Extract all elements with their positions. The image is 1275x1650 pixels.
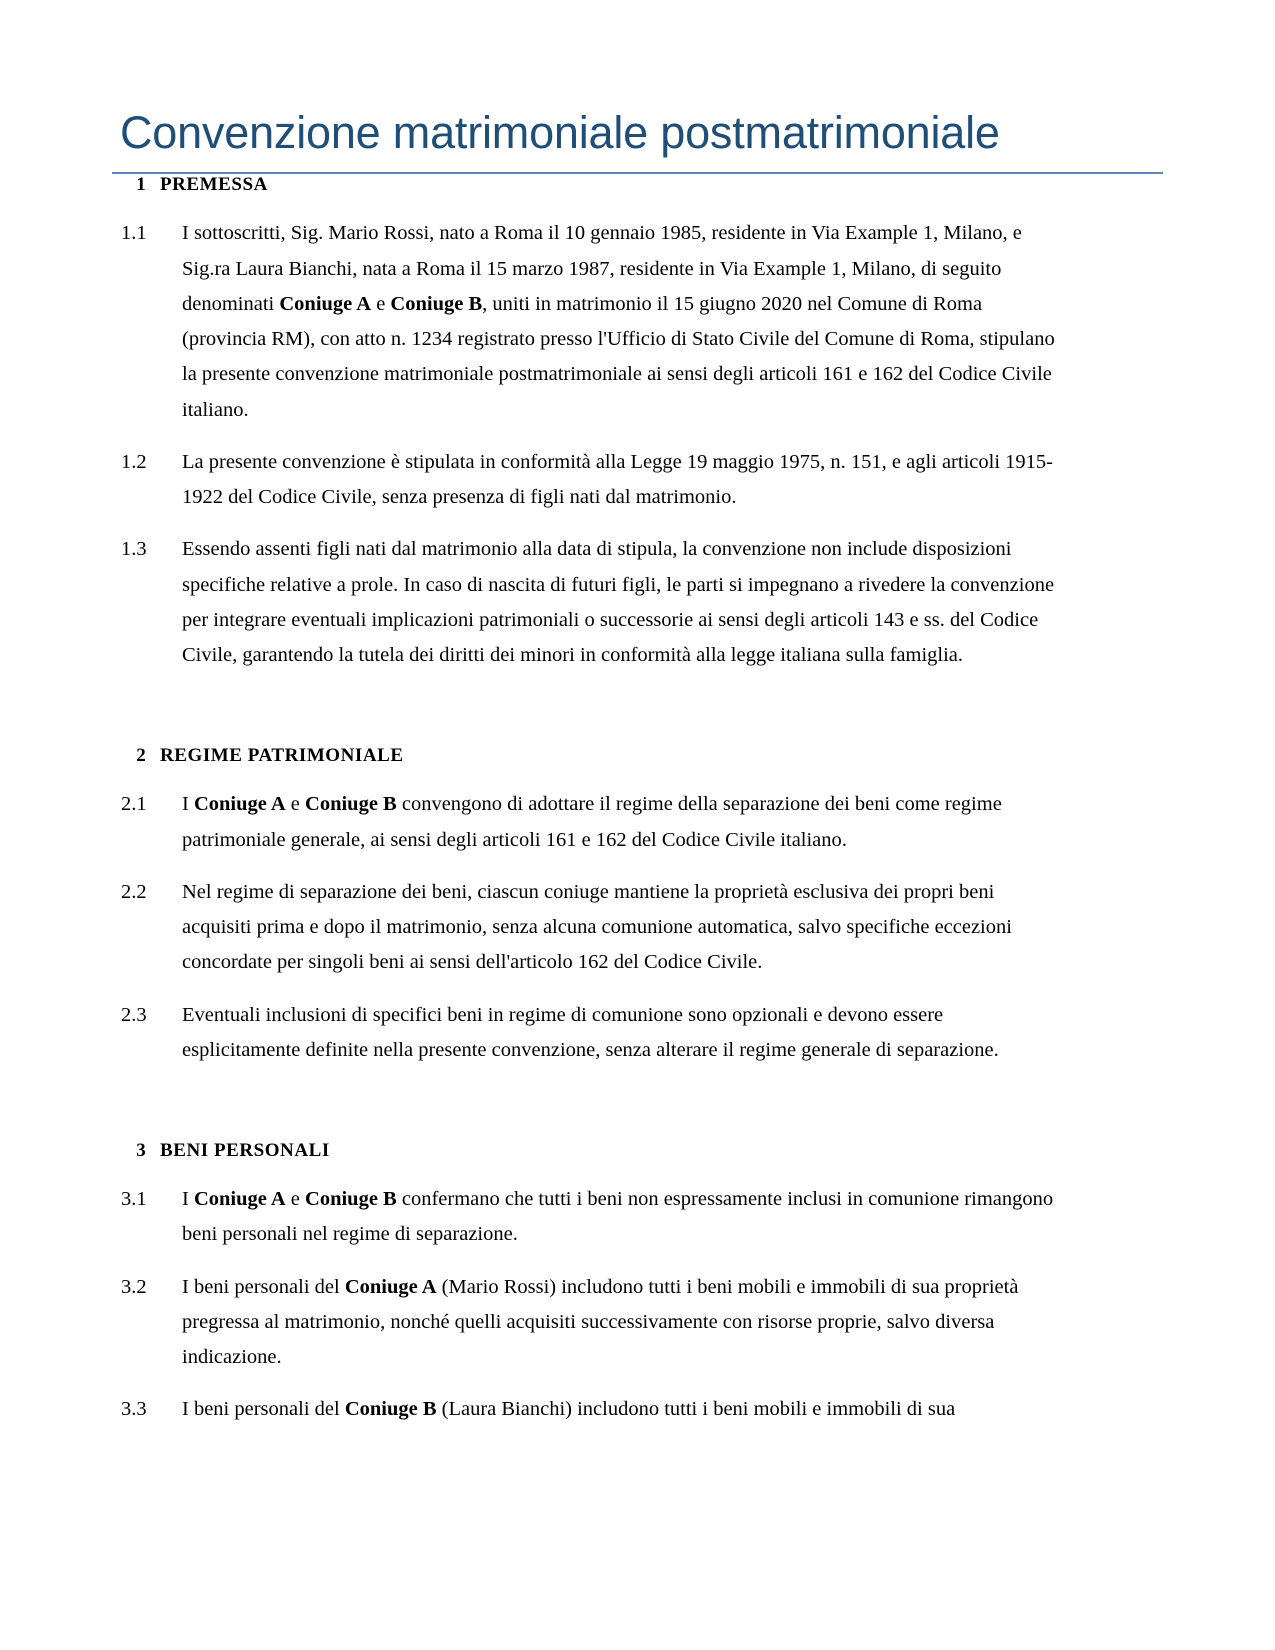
clause-text-run: Nel regime di separazione dei beni, ciascun coniuge mantiene la proprietà esclusiva dei propri beni acquisiti prima e dopo il matrimonio, senza alcuna comunione automatica, salvo specifiche eccezioni concordate per singoli beni ai sensi dell'articolo 162 del Codice Civile. [182,880,1012,974]
page-title: Convenzione matrimoniale postmatrimoniale [120,107,1000,158]
clause-text-run: I [182,793,194,816]
clause-text-run: e [285,793,306,816]
clause-text-emphasis: Coniuge B [305,793,397,816]
clause-text-run: confermano che tutti i beni non espressamente inclusi in comunione rimangono beni personali nel regime di separazione. [182,1188,1054,1246]
section-heading-label: PREMESSA [160,174,268,196]
section-number: 2 [136,745,146,767]
clause-text-emphasis: Coniuge B [305,1188,397,1211]
clause-spacer [112,981,1163,998]
clause [112,787,1163,858]
clause-text [182,1182,1062,1253]
clause-text-run: convengono di adottare il regime della separazione dei beni come regime patrimoniale generale, ai sensi degli articoli 161 e 162 del Codice Civile italiano. [182,793,1002,851]
clause-text [182,1270,1062,1376]
clause-number: 2.1 [121,793,147,816]
clause-text-emphasis: Coniuge B [390,292,483,315]
heading-spacer [112,767,1163,787]
clause-text [182,787,1062,858]
clause-text [182,1392,1062,1427]
clause-spacer [112,515,1163,532]
section-heading [112,745,1163,767]
clause-text-run: , uniti in matrimonio il 15 giugno 2020 nel Comune di Roma (provincia RM), con atto n. 1234 registrato presso l'Ufficio di Stato Civile del Comune di Roma, stipulano la presente convenzione matrimoniale postmatrimoniale ai sensi degli articoli 161 e 162 del Codice Civile italiano. [182,292,1055,421]
clause-text-emphasis: Coniuge A [344,1275,437,1298]
clause-text [182,998,1062,1069]
clause [112,532,1163,673]
clause-text-run: e [371,292,391,315]
clause-text-run: La presente convenzione è stipulata in conformità alla Legge 19 maggio 1975, n. 151, e agli articoli 1915-1922 del Codice Civile, senza presenza di figli nati dal matrimonio. [182,450,1053,509]
clause-number: 3.2 [121,1275,147,1298]
clause-text [182,875,1062,981]
section-heading [112,174,1163,196]
clause-number: 3.1 [121,1188,147,1211]
title-block [0,0,1275,174]
section-heading [112,1140,1163,1162]
section-spacer [112,1068,1163,1140]
section-number: 1 [136,174,146,196]
clause-spacer [112,1375,1163,1392]
clause-text-emphasis: Coniuge A [193,1188,286,1211]
clause-text-emphasis: Coniuge B [344,1398,437,1421]
clause-text-run: Eventuali inclusioni di specifici beni in regime di comunione sono opzionali e devono essere esplicitamente definite nella presente convenzione, senza alterare il regime generale di separazione. [182,1003,999,1061]
clause-spacer [112,1253,1163,1270]
clause [112,1270,1163,1376]
clause-spacer [112,428,1163,445]
section-number: 3 [136,1140,146,1162]
clause-text [182,445,1062,516]
clause-text-run: e [285,1188,306,1211]
clause-text-run: (Laura Bianchi) includono tutti i beni mobili e immobili di sua [436,1398,956,1421]
clause-text-run: I [182,1188,194,1211]
clause [112,998,1163,1069]
clause-number: 1.3 [121,538,147,561]
clause [112,445,1163,516]
sections-container [112,174,1163,1427]
section-heading-label: REGIME PATRIMONIALE [160,745,404,767]
clause-text [182,532,1062,673]
clause-number: 1.1 [121,222,147,245]
heading-spacer [112,1162,1163,1182]
clause-number: 2.3 [121,1003,147,1026]
clause-text-run: I sottoscritti, Sig. Mario Rossi, nato a Roma il 10 gennaio 1985, residente in Via Example 1, Milano, e Sig.ra Laura Bianchi, nata a Roma il 15 marzo 1987, residente in Via Example 1, Milano, di seguito denominati [182,222,1022,315]
clause-text-run: (Mario Rossi) includono tutti i beni mobili e immobili di sua proprietà pregressa al matrimonio, nonché quelli acquisiti successivamente con risorse proprie, salvo diversa indicazione. [182,1275,1019,1369]
heading-spacer [112,196,1163,216]
section-heading-label: BENI PERSONALI [160,1140,330,1162]
section-spacer [112,673,1163,745]
clause-text-run: Essendo assenti figli nati dal matrimonio alla data di stipula, la convenzione non include disposizioni specifiche relative a prole. In caso di nascita di futuri figli, le parti si impegnano a rivedere la convenzione per integrare eventuali implicazioni patrimoniali o successorie ai sensi degli articoli 143 e ss. del Codice Civile, garantendo la tutela dei diritti dei minori in conformità alla legge italiana sulla famiglia. [182,538,1055,667]
clause-number: 2.2 [121,880,147,903]
clause [112,216,1163,428]
clause-text-emphasis: Coniuge A [193,793,286,816]
clause [112,1392,1163,1427]
clause [112,875,1163,981]
clause-text-emphasis: Coniuge A [279,292,372,315]
document-body [0,174,1275,1427]
clause-text-run: I beni personali del [182,1398,345,1421]
clause-spacer [112,858,1163,875]
clause-text [182,216,1062,428]
clause-number: 3.3 [121,1398,147,1421]
clause-text-run: I beni personali del [182,1275,345,1298]
clause [112,1182,1163,1253]
clause-number: 1.2 [121,450,147,473]
